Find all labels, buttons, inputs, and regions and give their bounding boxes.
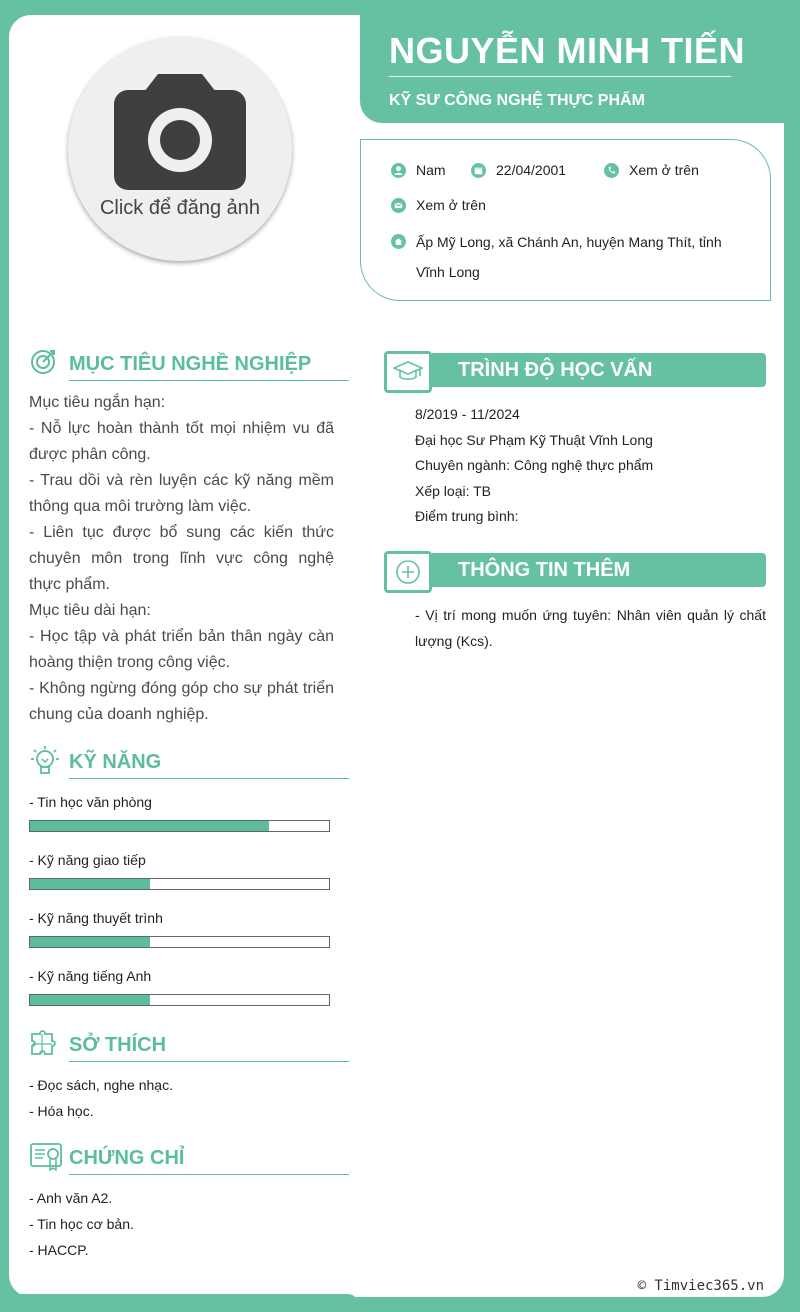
skill-label: - Kỹ năng giao tiếp — [29, 852, 146, 868]
camera-icon — [114, 72, 246, 190]
skill-bar — [29, 936, 330, 948]
skill-label: - Kỹ năng thuyết trình — [29, 910, 163, 926]
objective-line: - Liên tục được bổ sung các kiến thức chuyên môn trong lĩnh vực công nghệ thực phẩm. — [29, 524, 334, 593]
email-icon — [391, 198, 406, 213]
certificates-divider — [69, 1174, 349, 1175]
calendar-icon — [471, 163, 486, 178]
phone-icon — [604, 163, 619, 178]
certificates-title: CHỨNG CHỈ — [69, 1147, 185, 1169]
skill-fill — [30, 879, 150, 889]
objective-header — [30, 347, 349, 381]
contact-phone — [604, 162, 699, 178]
email-value: Xem ở trên — [416, 197, 486, 213]
skill-fill — [30, 937, 150, 947]
puzzle-icon — [30, 1028, 60, 1060]
objective-line: Mục tiêu ngắn hạn: — [29, 394, 166, 411]
address-value: Ấp Mỹ Long, xã Chánh An, huyện Mang Thít, tỉnh Vĩnh Long — [416, 234, 722, 280]
skill-label: - Kỹ năng tiếng Anh — [29, 968, 152, 984]
skill-bar — [29, 820, 330, 832]
objective-divider — [69, 380, 349, 381]
skill-label: - Tin học văn phòng — [29, 794, 152, 810]
contact-birthday — [471, 162, 566, 178]
job-title: KỸ SƯ CÔNG NGHỆ THỰC PHẨM — [389, 92, 645, 109]
skill-bar — [29, 878, 330, 890]
avatar-prompt: Click để đăng ảnh — [99, 197, 261, 219]
gender-value: Nam — [416, 162, 446, 178]
skill-fill — [30, 821, 269, 831]
certificates-header — [30, 1141, 349, 1175]
person-icon — [391, 163, 406, 178]
contact-gender — [391, 162, 446, 178]
hobbies-title: SỞ THÍCH — [69, 1034, 167, 1056]
objective-line: - Không ngừng đóng góp cho sự phát triển chung của doanh nghiệp. — [29, 680, 334, 723]
avatar-upload[interactable] — [68, 37, 292, 261]
contact-email — [391, 197, 486, 213]
birthday-value: 22/04/2001 — [496, 162, 567, 178]
education-major: Chuyên ngành: Công nghệ thực phẩm — [415, 457, 654, 473]
education-details — [415, 402, 766, 530]
copyright-text: © Timviec365.vn — [637, 1278, 764, 1294]
hobbies-divider — [69, 1061, 349, 1062]
plus-circle-icon — [395, 559, 421, 585]
home-icon — [391, 234, 406, 249]
education-header — [384, 351, 766, 393]
skill-bar — [29, 994, 330, 1006]
skills-title: KỸ NĂNG — [69, 751, 162, 773]
hobbies-header — [30, 1028, 349, 1062]
phone-value: Xem ở trên — [629, 162, 699, 178]
contact-box — [360, 139, 771, 301]
education-rank: Xếp loại: TB — [415, 482, 492, 499]
objective-line: - Trau dồi và rèn luyện các kỹ năng mềm thông qua môi trường làm việc. — [29, 472, 334, 515]
certificate-item: - Anh văn A2. — [29, 1190, 113, 1206]
additional-title: THÔNG TIN THÊM — [458, 559, 631, 581]
objective-text — [29, 390, 334, 728]
footer-tab — [0, 1294, 358, 1312]
graduation-cap-icon — [393, 360, 423, 384]
additional-icon-box — [384, 551, 432, 593]
education-title: TRÌNH ĐỘ HỌC VẤN — [458, 359, 653, 381]
certificate-icon — [30, 1141, 64, 1173]
education-school: Đại học Sư Phạm Kỹ Thuật Vĩnh Long — [415, 431, 653, 448]
education-gpa: Điểm trung bình: — [415, 508, 519, 524]
certificate-item: - Tin học cơ bản. — [29, 1216, 134, 1232]
lightbulb-icon — [30, 745, 60, 777]
target-icon — [30, 347, 58, 375]
objective-line: - Học tập và phát triển bản thân ngày càn hoàng thiện trong công việc. — [29, 628, 334, 671]
additional-header — [384, 551, 766, 593]
hobby-item: - Đọc sách, nghe nhạc. — [29, 1077, 173, 1093]
certificates-list — [29, 1185, 134, 1263]
hobbies-list — [29, 1072, 173, 1124]
hobby-item: - Hóa học. — [29, 1103, 94, 1119]
additional-details — [415, 603, 766, 654]
skills-divider — [69, 778, 349, 779]
certificate-item: - HACCP. — [29, 1242, 89, 1258]
additional-text: - Vị trí mong muốn ứng tuyên: Nhân viên quản lý chất lượng (Kcs). — [415, 607, 766, 649]
contact-address — [391, 227, 751, 287]
candidate-name: NGUYỄN MINH TIẾN — [389, 30, 731, 77]
objective-line: - Nỗ lực hoàn thành tốt mọi nhiệm vu đã được phân công. — [29, 420, 334, 463]
education-period: 8/2019 - 11/2024 — [415, 406, 520, 422]
skill-fill — [30, 995, 150, 1005]
skills-header — [30, 745, 349, 779]
objective-line: Mục tiêu dài hạn: — [29, 602, 151, 619]
objective-title: MỤC TIÊU NGHỀ NGHIỆP — [69, 353, 312, 375]
education-icon-box — [384, 351, 432, 393]
